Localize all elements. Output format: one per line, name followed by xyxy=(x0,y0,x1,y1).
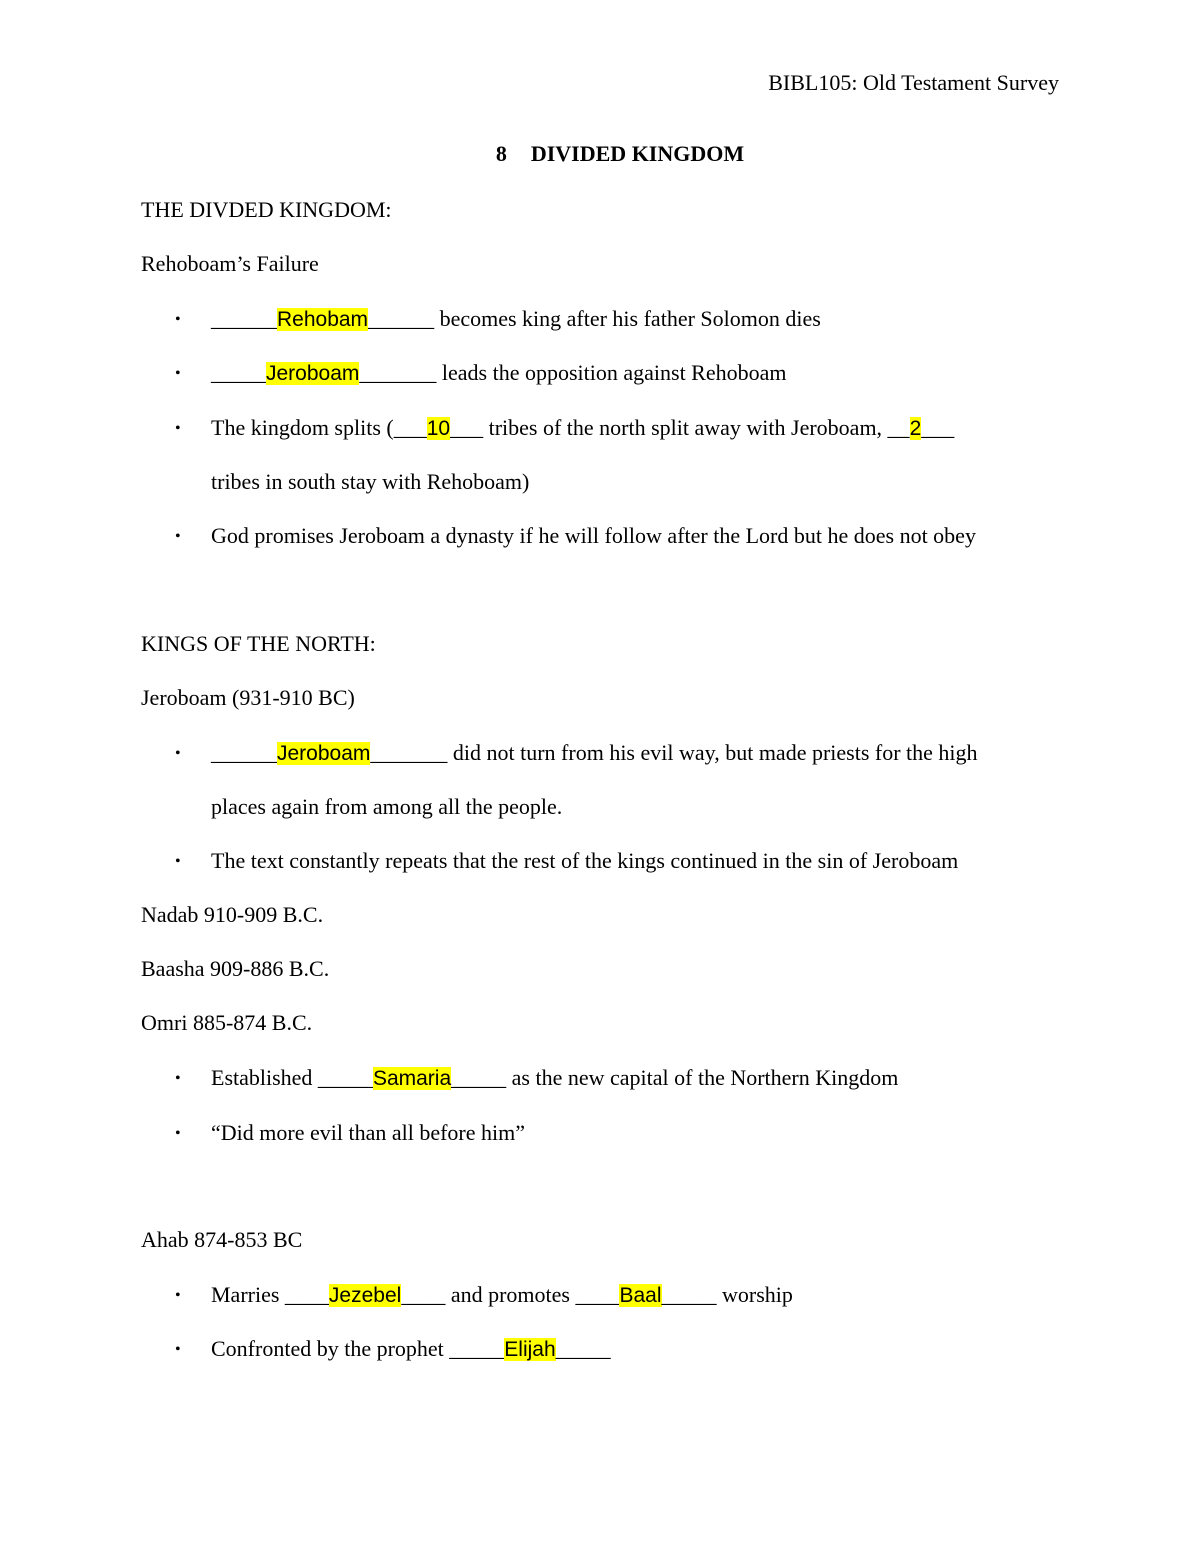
bullet-marker: • xyxy=(175,528,181,545)
list-item-more-evil: “Did more evil than all before him” xyxy=(211,1120,525,1145)
list-item-elijah: Confronted by the prophet _____Elijah_____ xyxy=(211,1336,611,1361)
answer-highlight: 10 xyxy=(426,417,451,440)
list-item-rehoboam-king: ______Rehobam______ becomes king after his father Solomon dies xyxy=(211,306,821,331)
list-item-kingdom-splits: The kingdom splits (___10___ tribes of the north split away with Jeroboam, __2___ xyxy=(211,415,955,440)
bullet-marker: • xyxy=(175,1287,181,1304)
answer-highlight: Jeroboam xyxy=(277,742,371,765)
list-item-continuation: tribes in south stay with Rehoboam) xyxy=(211,469,530,494)
king-baasha: Baasha 909-886 B.C. xyxy=(141,956,330,981)
answer-highlight: Jezebel xyxy=(328,1284,402,1307)
bullet-marker: • xyxy=(175,853,181,870)
answer-highlight: 2 xyxy=(909,417,922,440)
list-item-samaria-capital: Established _____Samaria_____ as the new capital of the Northern Kingdom xyxy=(211,1065,899,1090)
bullet-marker: • xyxy=(175,1341,181,1358)
king-ahab: Ahab 874-853 BC xyxy=(141,1227,303,1252)
section-heading-divided-kingdom: THE DIVDED KINGDOM: xyxy=(141,197,392,222)
answer-highlight: Baal xyxy=(619,1284,662,1307)
subheading-rehoboams-failure: Rehoboam’s Failure xyxy=(141,251,319,276)
list-item-jezebel-baal: Marries ____Jezebel____ and promotes ____Baal_____ worship xyxy=(211,1282,793,1307)
bullet-marker: • xyxy=(175,365,181,382)
list-item-sin-of-jeroboam: The text constantly repeats that the rest of the kings continued in the sin of Jeroboam xyxy=(211,848,959,873)
answer-highlight: Rehobam xyxy=(277,308,369,331)
bullet-marker: • xyxy=(175,311,181,328)
answer-highlight: Jeroboam xyxy=(266,362,360,385)
section-heading-kings-north: KINGS OF THE NORTH: xyxy=(141,631,376,656)
list-item-dynasty-promise: God promises Jeroboam a dynasty if he will follow after the Lord but he does not obey xyxy=(211,523,976,548)
page-title xyxy=(0,141,1200,167)
king-nadab: Nadab 910-909 B.C. xyxy=(141,902,324,927)
king-jeroboam: Jeroboam (931-910 BC) xyxy=(141,685,355,710)
bullet-marker: • xyxy=(175,745,181,762)
title-number: 8 xyxy=(495,141,507,166)
list-item-jeroboam-opposition: _____Jeroboam_______ leads the opposition against Rehoboam xyxy=(211,360,787,385)
list-item-jeroboam-evil: ______Jeroboam_______ did not turn from his evil way, but made priests for the high xyxy=(211,740,978,765)
bullet-marker: • xyxy=(175,1125,181,1142)
title-text: DIVIDED KINGDOM xyxy=(530,141,745,166)
answer-highlight: Elijah xyxy=(504,1338,556,1361)
list-item-continuation: places again from among all the people. xyxy=(211,794,563,819)
bullet-marker: • xyxy=(175,420,181,437)
king-omri: Omri 885-874 B.C. xyxy=(141,1010,313,1035)
bullet-marker: • xyxy=(175,1070,181,1087)
course-header: BIBL105: Old Testament Survey xyxy=(768,70,1059,95)
answer-highlight: Samaria xyxy=(372,1067,452,1090)
